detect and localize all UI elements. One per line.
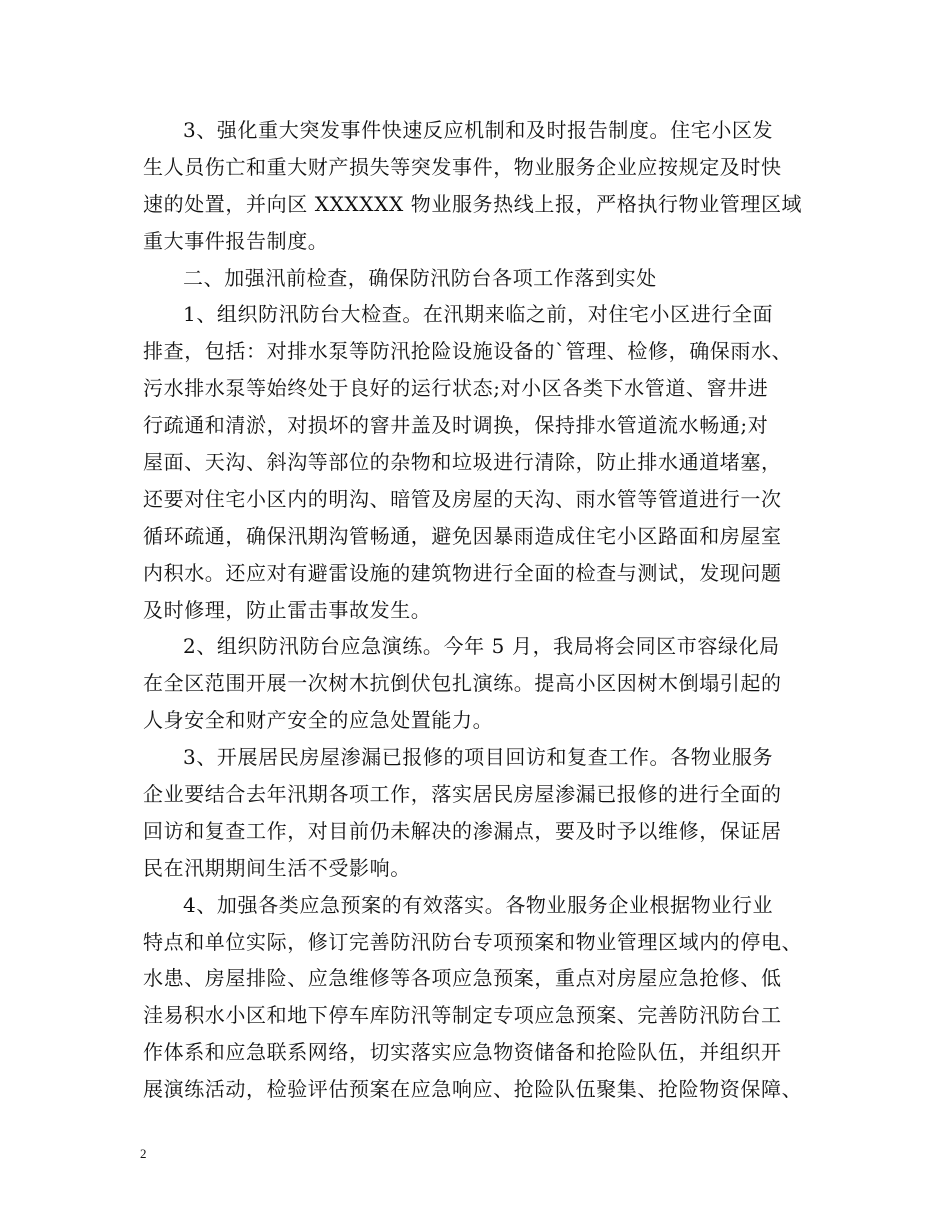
- paragraph-line: 屋面、天沟、斜沟等部位的杂物和垃圾进行清除，防止排水通道堵塞，: [143, 450, 782, 475]
- paragraph-line: 人身安全和财产安全的应急处置能力。: [143, 708, 494, 733]
- paragraph-line: 作体系和应急联系网络，切实落实应急物资储备和抢险队伍，并组织开: [143, 1040, 782, 1065]
- paragraph-line: 3、强化重大突发事件快速反应机制和及时报告制度。住宅小区发: [183, 118, 774, 142]
- page-number: 2: [140, 1146, 147, 1161]
- paragraph-line: 污水排水泵等始终处于良好的运行状态;对小区各类下水管道、窨井进: [143, 376, 769, 401]
- paragraph-line: 民在汛期期间生活不受影响。: [143, 855, 411, 880]
- paragraph-line: 回访和复查工作，对目前仍未解决的渗漏点，要及时予以维修，保证居: [143, 818, 782, 843]
- body-text: [143, 112, 833, 1108]
- paragraph-line: 及时修理，防止雷击事故发生。: [143, 597, 432, 622]
- paragraph-line: 行疏通和清淤，对损坏的窨井盖及时调换，保持排水管道流水畅通;对: [143, 413, 769, 438]
- paragraph-line: 特点和单位实际，修订完善防汛防台专项预案和物业管理区域内的停电、: [143, 929, 803, 954]
- paragraph-line: 速的处置，并向区 XXXXXX 物业服务热线上报，严格执行物业管理区域: [143, 191, 803, 216]
- paragraph-line: 3、开展居民房屋渗漏已报修的项目回访和复查工作。各物业服务: [183, 745, 774, 770]
- paragraph-line: 企业要结合去年汛期各项工作，落实居民房屋渗漏已报修的进行全面的: [143, 782, 782, 807]
- paragraph-line: 2、组织防汛防台应急演练。今年 5 月，我局将会同区市容绿化局: [183, 634, 780, 659]
- paragraph-line: 重大事件报告制度。: [143, 228, 329, 253]
- section-heading: 二、加强汛前检查，确保防汛防台各项工作落到实处: [183, 265, 657, 290]
- paragraph-line: 在全区范围开展一次树木抗倒伏包扎演练。提高小区因树木倒塌引起的: [143, 671, 782, 696]
- paragraph-line: 洼易积水小区和地下停车库防汛等制定专项应急预案、完善防汛防台工: [143, 1003, 782, 1028]
- paragraph-line: 循环疏通，确保汛期沟管畅通，避免因暴雨造成住宅小区路面和房屋室: [143, 523, 782, 548]
- paragraph-line: 水患、房屋排险、应急维修等各项应急预案，重点对房屋应急抢修、低: [143, 966, 782, 991]
- paragraph-line: 排查，包括：对排水泵等防汛抢险设施设备的`管理、检修，确保雨水、: [143, 339, 793, 364]
- paragraph-line: 生人员伤亡和重大财产损失等突发事件，物业服务企业应按规定及时快: [143, 154, 782, 179]
- paragraph-line: 内积水。还应对有避雷设施的建筑物进行全面的检查与测试，发现问题: [143, 560, 782, 585]
- paragraph-line: 展演练活动，检验评估预案在应急响应、抢险队伍聚集、抢险物资保障、: [143, 1077, 803, 1102]
- paragraph-line: 4、加强各类应急预案的有效落实。各物业服务企业根据物业行业: [183, 892, 774, 917]
- paragraph-line: 还要对住宅小区内的明沟、暗管及房屋的天沟、雨水管等管道进行一次: [143, 486, 782, 511]
- paragraph-line: 1、组织防汛防台大检查。在汛期来临之前，对住宅小区进行全面: [183, 302, 774, 327]
